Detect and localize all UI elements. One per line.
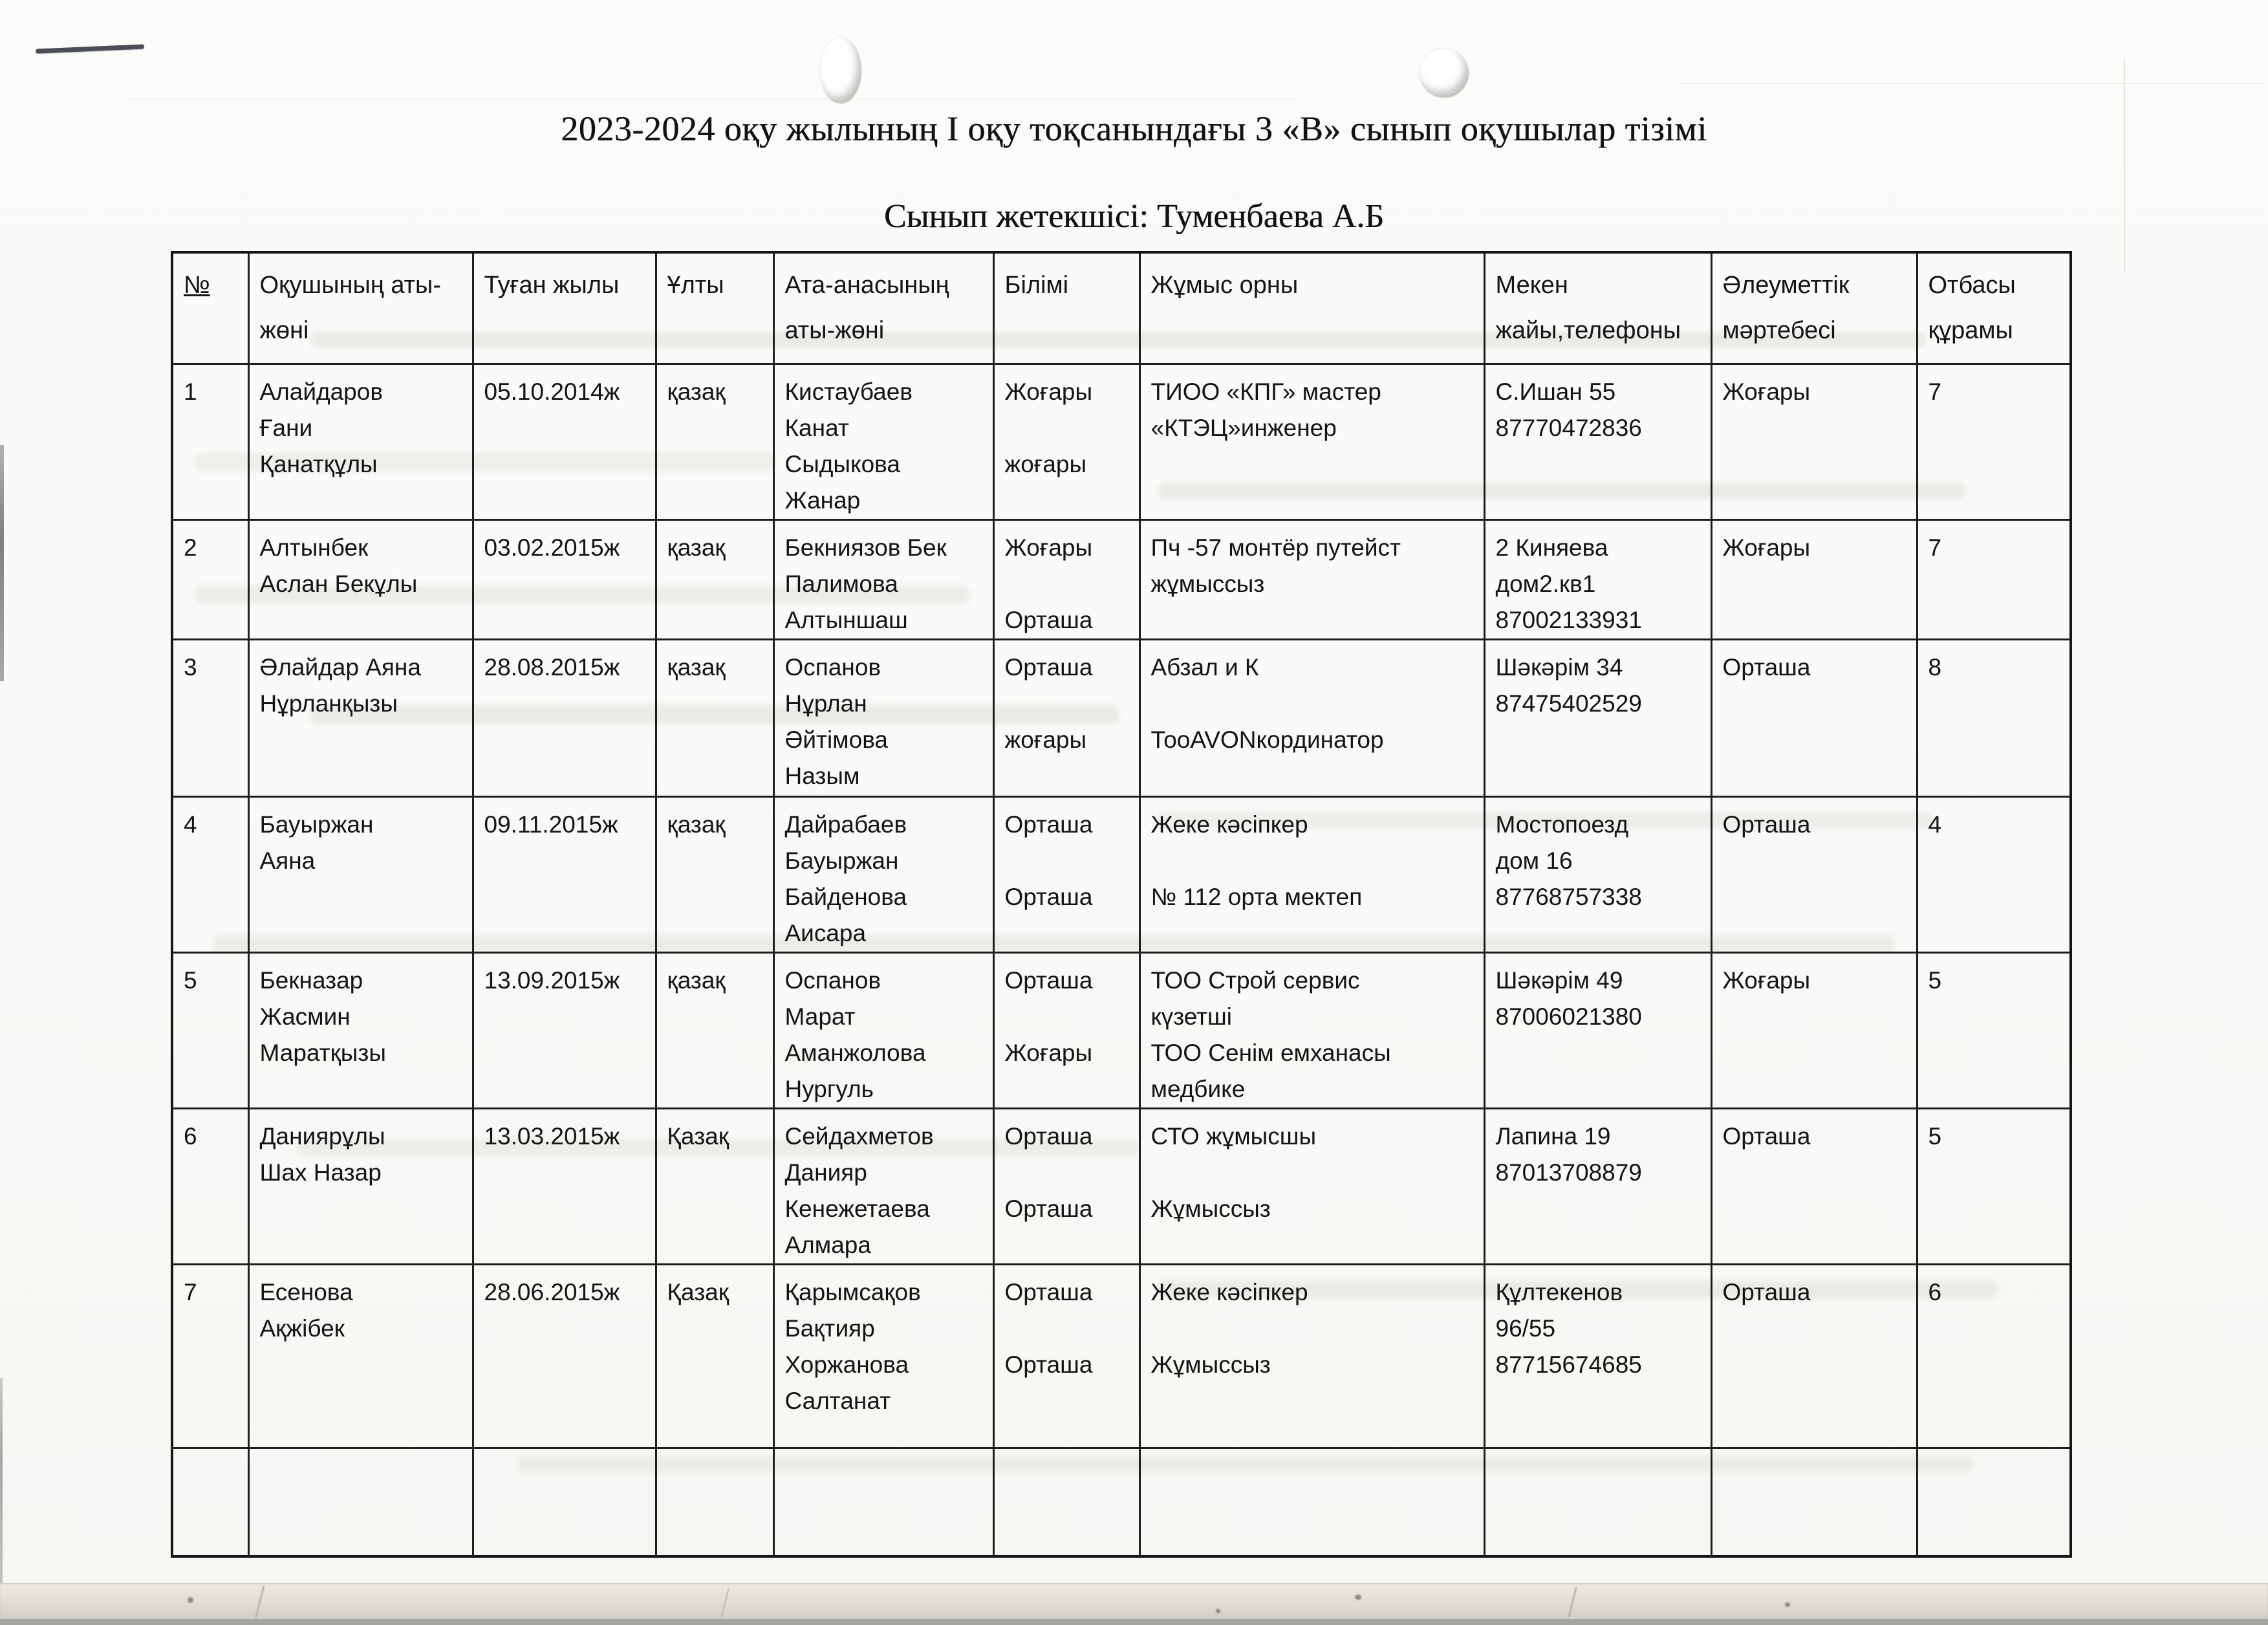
cell-birth: 28.06.2015ж <box>473 1264 656 1448</box>
table-row <box>172 952 2071 1108</box>
cell-social: Жоғары <box>1711 364 1917 519</box>
cell-parents: Оспанов Нұрлан Әйтімова Назым <box>773 639 993 796</box>
table-row <box>172 364 2071 519</box>
cell-ethnicity: Қазақ <box>656 1108 773 1264</box>
cell-name: Бекназар Жасмин Маратқызы <box>248 952 473 1108</box>
cell-ethnicity: қазақ <box>656 952 773 1108</box>
cell-family: 6 <box>1917 1264 2071 1448</box>
column-header-social-status: Әлеуметтік мәртебесі <box>1711 252 1917 364</box>
cell-parents: Қарымсақов Бақтияр Хоржанова Салтанат <box>773 1264 993 1448</box>
cell-birth: 09.11.2015ж <box>473 796 656 952</box>
scan-line-artifact <box>1681 83 2263 84</box>
cell-ethnicity: қазақ <box>656 519 773 639</box>
cell-birth: 13.09.2015ж <box>473 952 656 1108</box>
cell-address: 2 Киняева дом2.кв1 87002133931 <box>1484 519 1711 639</box>
cell-education: Орташа Орташа <box>993 1264 1139 1448</box>
column-header-parents-name: Ата-анасының аты-жөні <box>773 252 993 364</box>
cell-education: Орташа жоғары <box>993 639 1139 796</box>
header-row <box>172 252 2071 364</box>
cell-parents: Оспанов Марат Аманжолова Нургуль <box>773 952 993 1108</box>
pen-mark <box>36 44 144 53</box>
table-row <box>172 639 2071 796</box>
cell-num: 2 <box>172 519 248 639</box>
cell-education: Жоғары Орташа <box>993 519 1139 639</box>
cell-address: Мостопоезд дом 16 87768757338 <box>1484 796 1711 952</box>
document-title: 2023-2024 оқу жылының I оқу тоқсанындағы 3 «В» сынып оқушылар тізімі <box>561 109 1707 148</box>
cell-address: Лапина 19 87013708879 <box>1484 1108 1711 1264</box>
cell-address <box>1484 1448 1711 1556</box>
cell-family: 5 <box>1917 1108 2071 1264</box>
cell-birth <box>473 1448 656 1556</box>
cell-name: Әлайдар Аяна Нұрланқызы <box>248 639 473 796</box>
column-header-ethnicity: Ұлты <box>656 252 773 364</box>
cell-num: 4 <box>172 796 248 952</box>
table-row <box>172 519 2071 639</box>
cell-family: 7 <box>1917 364 2071 519</box>
column-header-birth-year: Туған жылы <box>473 252 656 364</box>
scanner-edge-mark <box>0 1378 3 1585</box>
cell-ethnicity: қазақ <box>656 796 773 952</box>
cell-family: 4 <box>1917 796 2071 952</box>
cell-birth: 13.03.2015ж <box>473 1108 656 1264</box>
cell-name: Есенова Ақжібек <box>248 1264 473 1448</box>
cell-parents: Сейдахметов Данияр Кенежетаева Алмара <box>773 1108 993 1264</box>
cell-address: Құлтекенов 96/55 87715674685 <box>1484 1264 1711 1448</box>
cell-work: Пч -57 монтёр путейст жұмыссыз <box>1139 519 1484 639</box>
cell-parents <box>773 1448 993 1556</box>
cell-num: 1 <box>172 364 248 519</box>
cell-work: Абзал и К ТооAVONкординатор <box>1139 639 1484 796</box>
cell-num <box>172 1448 248 1556</box>
cell-num: 7 <box>172 1264 248 1448</box>
cell-work: ТОО Строй сервис күзетші ТОО Сенім емханасы медбике <box>1139 952 1484 1108</box>
cell-work: Жеке кәсіпкер Жұмыссыз <box>1139 1264 1484 1448</box>
cell-name: Алайдаров Ғани Қанатқұлы <box>248 364 473 519</box>
cell-ethnicity: қазақ <box>656 639 773 796</box>
cell-family: 7 <box>1917 519 2071 639</box>
students-table <box>171 251 2072 1558</box>
cell-parents: Кистаубаев Канат Сыдыкова Жанар <box>773 364 993 519</box>
cell-social: Жоғары <box>1711 519 1917 639</box>
cell-ethnicity: қазақ <box>656 364 773 519</box>
table-row <box>172 1448 2071 1556</box>
cell-num: 5 <box>172 952 248 1108</box>
cell-name: Алтынбек Аслан Бекұлы <box>248 519 473 639</box>
column-header-workplace: Жұмыс орны <box>1139 252 1484 364</box>
column-header-student-name: Оқушының аты-жөні <box>248 252 473 364</box>
cell-num: 3 <box>172 639 248 796</box>
document-subtitle: Сынып жетекшісі: Туменбаева А.Б <box>883 198 1385 235</box>
scanner-bed-edge <box>0 1619 2268 1625</box>
scanner-edge-mark <box>0 445 4 681</box>
cell-family: 5 <box>1917 952 2071 1108</box>
cell-education: Жоғары жоғары <box>993 364 1139 519</box>
cell-social: Орташа <box>1711 639 1917 796</box>
student-rows <box>172 364 2071 1556</box>
cell-address: Шәкәрім 34 87475402529 <box>1484 639 1711 796</box>
cell-work: Жеке кәсіпкер № 112 орта мектеп <box>1139 796 1484 952</box>
cell-social: Орташа <box>1711 1264 1917 1448</box>
column-header-family-size: Отбасы құрамы <box>1917 252 2071 364</box>
cell-birth: 05.10.2014ж <box>473 364 656 519</box>
cell-work <box>1139 1448 1484 1556</box>
table-row <box>172 1264 2071 1448</box>
cell-parents: Бекниязов Бек Палимова Алтыншаш <box>773 519 993 639</box>
cell-name <box>248 1448 473 1556</box>
column-header-address-phone: Мекен жайы,телефоны <box>1484 252 1711 364</box>
cell-education: Орташа Орташа <box>993 1108 1139 1264</box>
column-header-education: Білімі <box>993 252 1139 364</box>
cell-education: Орташа Жоғары <box>993 952 1139 1108</box>
column-header-num: № <box>172 252 248 364</box>
table-row <box>172 1108 2071 1264</box>
paper-crease <box>2124 58 2125 272</box>
cell-social: Орташа <box>1711 796 1917 952</box>
cell-birth: 03.02.2015ж <box>473 519 656 639</box>
table-row <box>172 796 2071 952</box>
cell-address: С.Ишан 55 87770472836 <box>1484 364 1711 519</box>
cell-education <box>993 1448 1139 1556</box>
cell-num: 6 <box>172 1108 248 1264</box>
cell-work: ТИОО «КПГ» мастер «КТЭЦ»инженер <box>1139 364 1484 519</box>
cell-ethnicity: Қазақ <box>656 1264 773 1448</box>
cell-social <box>1711 1448 1917 1556</box>
cell-address: Шәкәрім 49 87006021380 <box>1484 952 1711 1108</box>
cell-work: СТО жұмысшы Жұмыссыз <box>1139 1108 1484 1264</box>
cell-family: 8 <box>1917 639 2071 796</box>
cell-parents: Дайрабаев Бауыржан Байденова Аисара <box>773 796 993 952</box>
cell-education: Орташа Орташа <box>993 796 1139 952</box>
cell-name: Даниярұлы Шах Назар <box>248 1108 473 1264</box>
punch-hole-right <box>1420 49 1469 98</box>
cell-social: Жоғары <box>1711 952 1917 1108</box>
cell-birth: 28.08.2015ж <box>473 639 656 796</box>
cell-ethnicity <box>656 1448 773 1556</box>
cell-social: Орташа <box>1711 1108 1917 1264</box>
cell-family <box>1917 1448 2071 1556</box>
punch-hole-left <box>820 38 861 104</box>
cell-name: Бауыржан Аяна <box>248 796 473 952</box>
scan-line-artifact <box>129 98 1293 100</box>
